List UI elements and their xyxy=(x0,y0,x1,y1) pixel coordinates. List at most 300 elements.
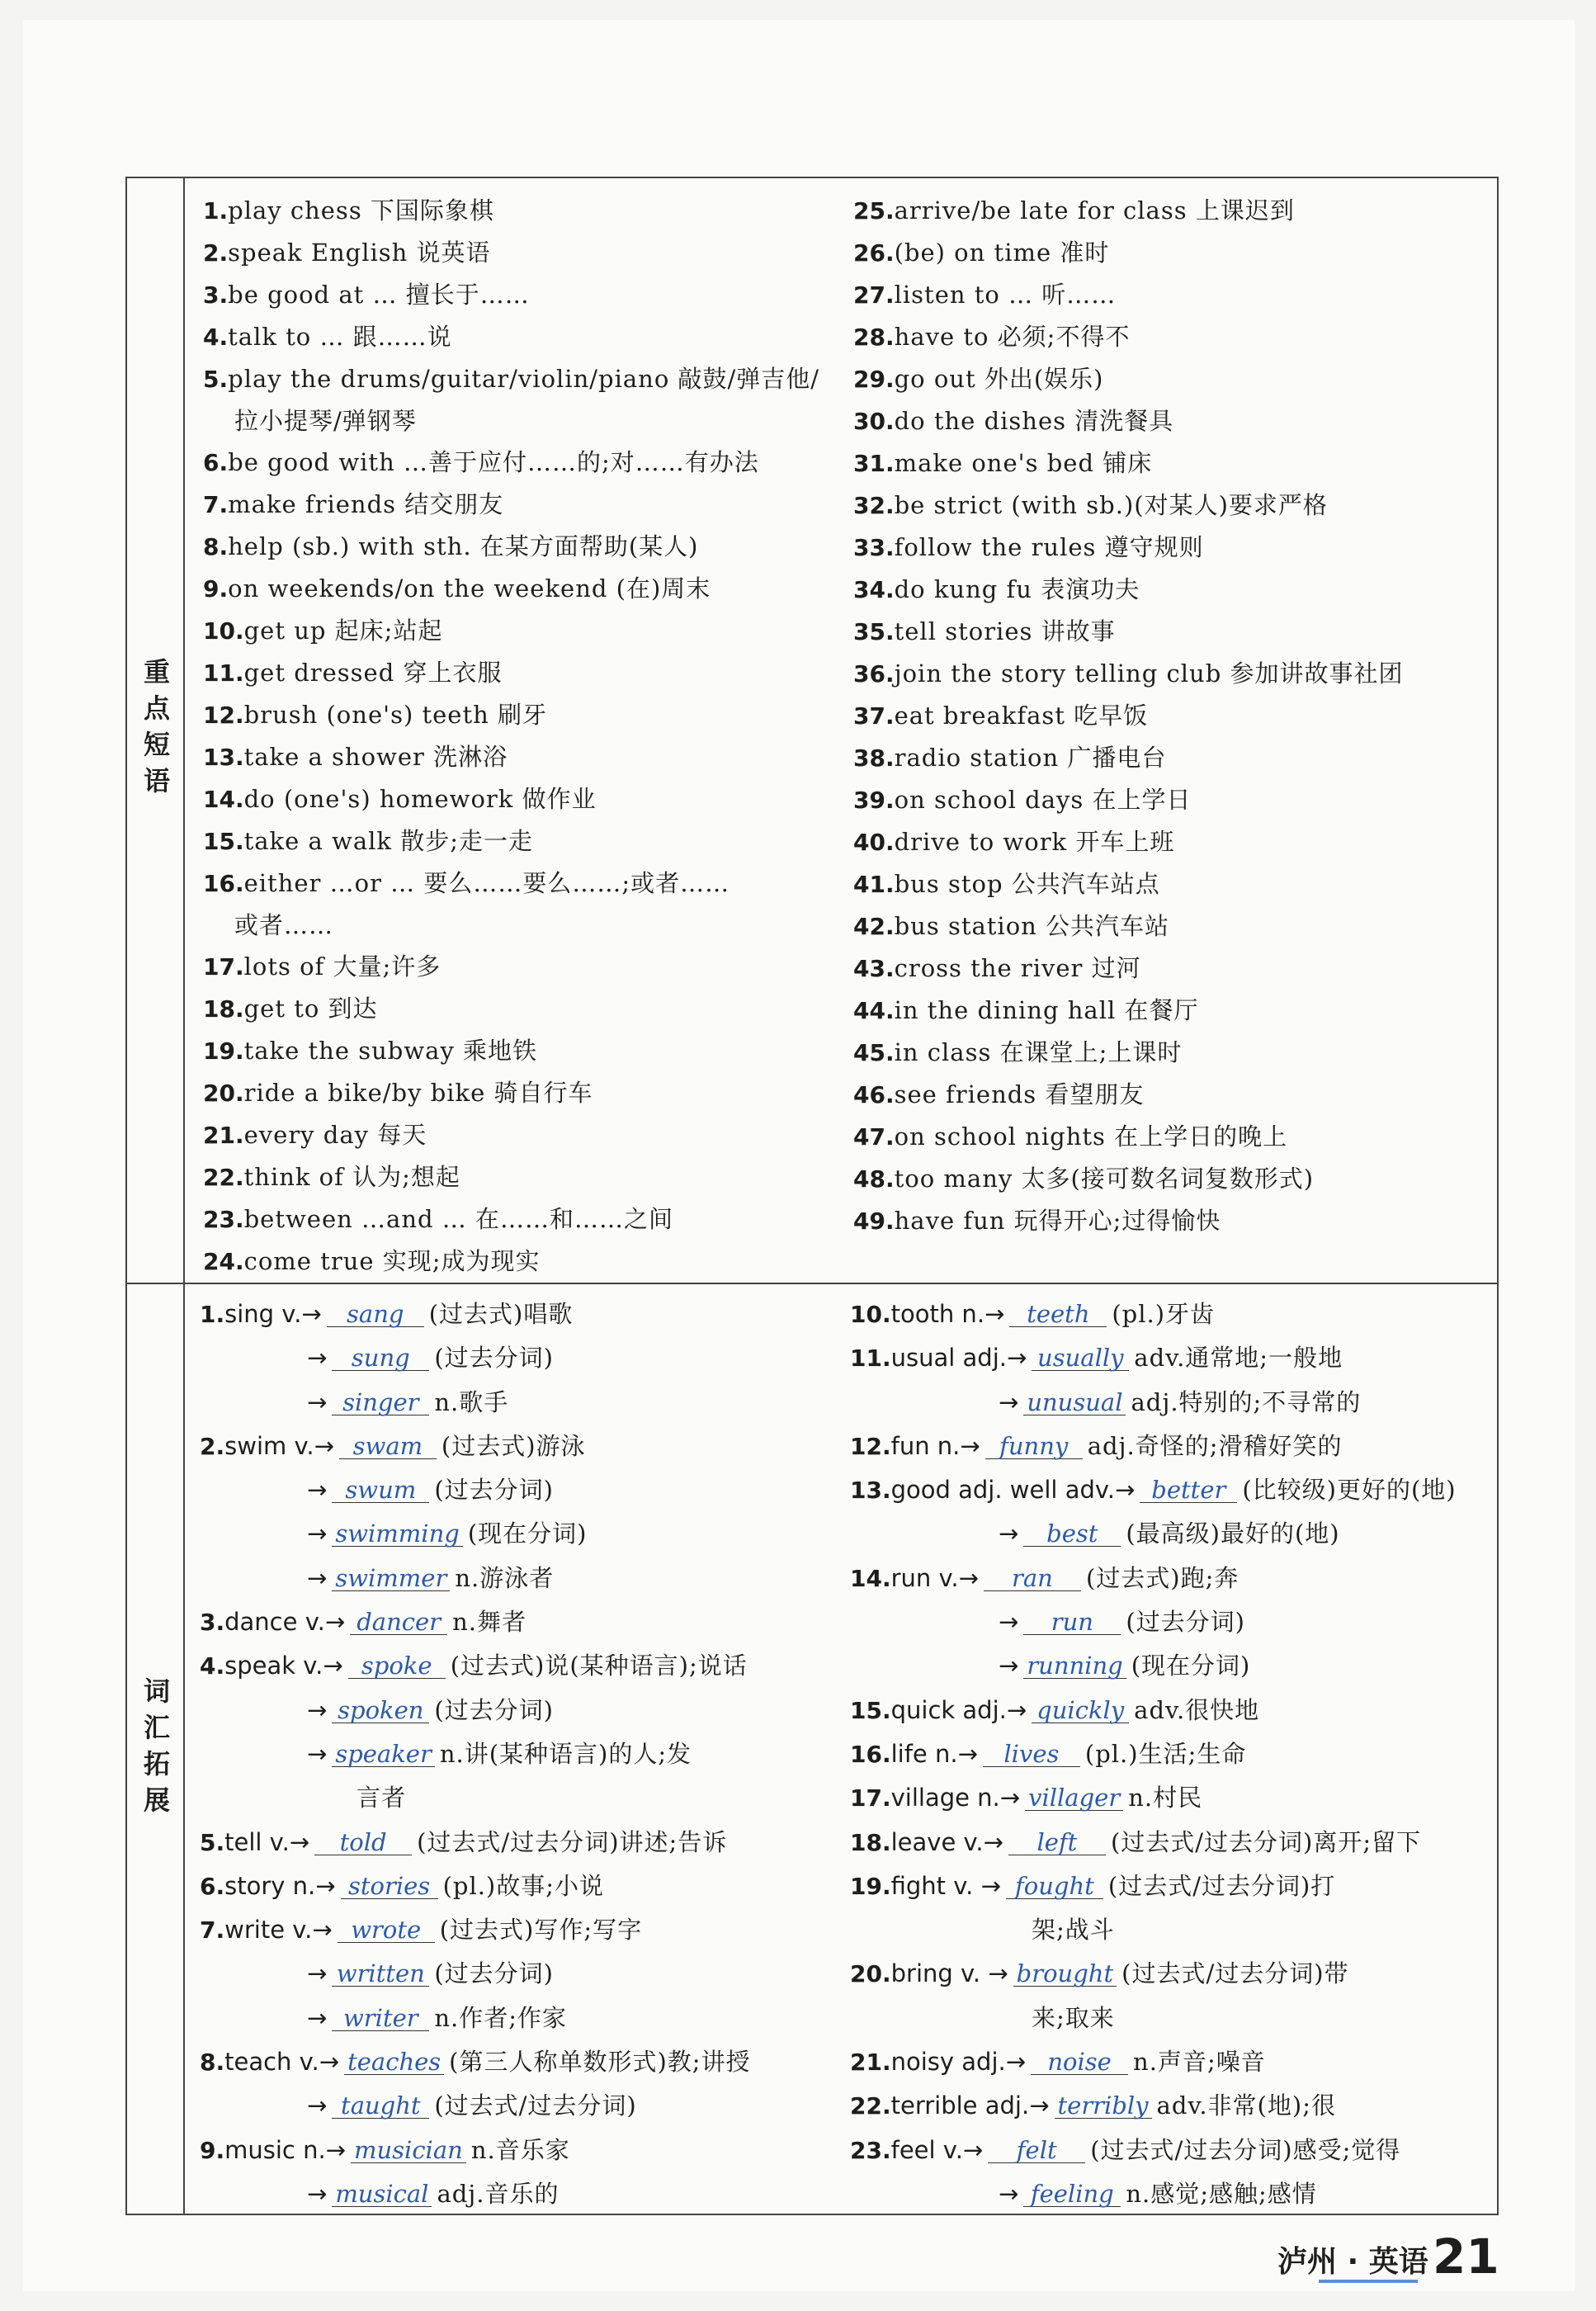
phrase-item xyxy=(203,694,847,736)
word-gloss: (过去式/过去分词)打 xyxy=(1107,1871,1336,1900)
item-number: 43. xyxy=(853,955,895,982)
phrase-text: get up 起床;站起 xyxy=(243,617,443,645)
answer-blank: terribly xyxy=(1055,2093,1152,2119)
item-number: 18. xyxy=(850,1828,891,1856)
vocab-item xyxy=(200,1997,852,2040)
phrase-text: talk to … 跟……说 xyxy=(228,323,452,351)
phrase-text: speak English 说英语 xyxy=(228,239,491,267)
answer-blank: musician xyxy=(351,2138,466,2163)
item-number: 4. xyxy=(203,324,229,351)
item-number: 29. xyxy=(853,366,895,393)
item-number: 23. xyxy=(203,1206,244,1233)
section-label: 词汇拓展 xyxy=(127,1284,185,2215)
phrase-list-left xyxy=(203,190,847,1283)
item-number: 26. xyxy=(853,239,895,267)
word-gloss: adj.奇怪的;滑稽好笑的 xyxy=(1087,1431,1343,1460)
item-number: 28. xyxy=(853,324,895,351)
answer-blank: funny xyxy=(985,1434,1083,1459)
word-gloss: (过去式)唱歌 xyxy=(428,1300,574,1328)
vocab-item xyxy=(850,2040,1494,2084)
phrase-item xyxy=(853,274,1489,316)
word-source: write v.→ xyxy=(224,1916,333,1945)
item-number: 19. xyxy=(203,1037,244,1065)
phrase-item xyxy=(853,653,1489,695)
phrase-text: go out 外出(娱乐) xyxy=(894,365,1104,393)
item-number: 7. xyxy=(203,491,229,518)
item-number: 17. xyxy=(850,1784,891,1812)
word-gloss: (过去式/过去分词)带 xyxy=(1121,1959,1349,1988)
item-number: 8. xyxy=(200,2049,225,2077)
phrase-text: 拉小提琴/弹钢琴 xyxy=(234,407,417,435)
item-number: 16. xyxy=(850,1740,891,1768)
vocab-item xyxy=(200,2040,852,2084)
phrase-item xyxy=(203,274,847,316)
word-gloss: n.感觉;感触;感情 xyxy=(1126,2179,1317,2208)
answer-blank: quickly xyxy=(1032,1698,1129,1723)
word-gloss: (过去式)跑;奔 xyxy=(1085,1563,1239,1592)
phrase-item xyxy=(203,610,847,652)
item-number: 12. xyxy=(203,702,244,729)
vocab-item xyxy=(200,1293,852,1336)
word-gloss: n.舞者 xyxy=(452,1608,527,1637)
answer-blank: dancer xyxy=(350,1609,447,1635)
phrase-item xyxy=(203,1198,847,1241)
vocab-item xyxy=(850,1776,1494,1820)
phrase-item xyxy=(203,946,847,988)
item-number: 44. xyxy=(853,997,895,1024)
phrase-item xyxy=(853,948,1489,990)
word-gloss: (第三人称单数形式)教;讲授 xyxy=(449,2048,751,2077)
page-number: 21 xyxy=(1433,2228,1499,2285)
answer-blank: spoken xyxy=(332,1698,429,1723)
word-gloss: n.村民 xyxy=(1128,1784,1203,1812)
word-source: → xyxy=(307,1476,328,1505)
phrase-text: drive to work 开车上班 xyxy=(894,828,1175,856)
word-source: → xyxy=(307,1519,328,1548)
word-source: feel v.→ xyxy=(890,2135,984,2164)
answer-blank: singer xyxy=(332,1390,429,1415)
word-gloss: (过去式)说(某种语言);说话 xyxy=(450,1652,748,1680)
phrase-item xyxy=(853,1200,1489,1242)
phrase-item xyxy=(203,1156,847,1198)
answer-blank: swum xyxy=(332,1477,429,1503)
phrase-item xyxy=(203,1030,847,1072)
item-number: 4. xyxy=(200,1652,225,1680)
word-source: → xyxy=(307,2091,328,2120)
answer-blank: swimming xyxy=(332,1521,463,1547)
phrase-text: do kung fu 表演功夫 xyxy=(894,575,1140,603)
item-number: 27. xyxy=(853,281,895,309)
phrase-text: have fun 玩得开心;过得愉快 xyxy=(894,1207,1221,1235)
phrase-text: be strict (with sb.)(对某人)要求严格 xyxy=(894,491,1328,519)
answer-blank: written xyxy=(332,1961,429,1987)
word-source: dance v.→ xyxy=(224,1608,346,1637)
phrase-text: follow the rules 遵守规则 xyxy=(894,533,1204,561)
word-gloss: (过去分词) xyxy=(434,1344,554,1373)
word-gloss: (现在分词) xyxy=(1131,1652,1251,1680)
vocab-item xyxy=(850,1600,1494,1644)
word-source: fight v. → xyxy=(890,1871,1001,1900)
phrase-item xyxy=(203,862,847,905)
item-number: 47. xyxy=(853,1123,895,1151)
word-gloss: n.歌手 xyxy=(434,1387,509,1416)
word-gloss: (pl.)生活;生命 xyxy=(1084,1739,1247,1768)
vocab-item xyxy=(200,1689,852,1732)
word-gloss: n.讲(某种语言)的人;发 xyxy=(439,1739,692,1768)
item-number: 6. xyxy=(200,1872,225,1900)
answer-blank: better xyxy=(1140,1477,1237,1503)
phrase-text: be good with …善于应付……的;对……有办法 xyxy=(228,448,759,476)
vocab-item xyxy=(850,1557,1494,1600)
item-number: 9. xyxy=(200,2136,225,2164)
phrase-item xyxy=(203,736,847,778)
word-source: quick adj.→ xyxy=(890,1695,1027,1724)
item-number: 36. xyxy=(853,660,895,688)
item-number: 14. xyxy=(203,786,244,813)
phrase-list-right xyxy=(853,190,1489,1242)
phrase-item xyxy=(853,1158,1489,1200)
vocab-item xyxy=(200,1776,852,1820)
phrase-item xyxy=(853,779,1489,821)
phrase-item xyxy=(853,1116,1489,1158)
word-gloss: (最高级)最好的(地) xyxy=(1126,1519,1340,1548)
phrase-item xyxy=(853,990,1489,1032)
item-number: 20. xyxy=(203,1080,244,1107)
footer-accent-bar xyxy=(1319,2280,1418,2283)
phrase-item xyxy=(853,1032,1489,1074)
vocab-item xyxy=(850,1381,1494,1425)
item-number: 14. xyxy=(850,1564,891,1592)
phrase-item xyxy=(203,1241,847,1283)
phrase-text: cross the river 过河 xyxy=(894,954,1141,982)
word-gloss: adj.特别的;不寻常的 xyxy=(1131,1387,1362,1416)
word-source: music n.→ xyxy=(224,2135,346,2164)
word-gloss: adv.通常地;一般地 xyxy=(1134,1344,1343,1373)
vocab-item xyxy=(850,1821,1494,1864)
vocab-item xyxy=(200,2084,852,2128)
word-source: tell v.→ xyxy=(224,1827,310,1856)
word-source: village n.→ xyxy=(890,1784,1021,1812)
phrase-text: take the subway 乘地铁 xyxy=(243,1037,538,1065)
item-number: 37. xyxy=(853,702,895,730)
word-source: → xyxy=(307,1387,328,1416)
item-number: 12. xyxy=(850,1432,891,1460)
item-number: 18. xyxy=(203,995,244,1023)
answer-blank: fought xyxy=(1006,1874,1103,1899)
phrase-item xyxy=(853,569,1489,611)
word-source: run v.→ xyxy=(890,1563,979,1592)
vocab-item xyxy=(200,1381,852,1425)
phrase-text: make one's bed 铺床 xyxy=(894,449,1153,477)
item-number: 3. xyxy=(200,1609,225,1637)
word-source: → xyxy=(999,1608,1019,1637)
vocab-item xyxy=(850,1425,1494,1468)
phrase-text: do (one's) homework 做作业 xyxy=(243,785,597,813)
phrase-item xyxy=(203,316,847,358)
vocab-item xyxy=(200,1952,852,1996)
phrase-text: join the story telling club 参加讲故事社团 xyxy=(894,659,1404,688)
answer-blank: teaches xyxy=(344,2049,444,2075)
answer-blank: villager xyxy=(1025,1785,1123,1811)
phrase-text: on school days 在上学日 xyxy=(894,786,1192,814)
item-number: 19. xyxy=(850,1872,891,1900)
vocab-item xyxy=(850,1952,1494,1996)
phrase-text: too many 太多(接可数名词复数形式) xyxy=(894,1165,1315,1193)
answer-blank: noise xyxy=(1031,2049,1128,2075)
vocab-list-right xyxy=(850,1293,1494,2216)
vocab-item xyxy=(850,1468,1494,1512)
word-gloss: (过去分词) xyxy=(1126,1608,1245,1637)
word-source: → xyxy=(307,1563,328,1592)
item-number: 9. xyxy=(203,575,229,603)
vocab-item xyxy=(850,2129,1494,2172)
phrase-text: ride a bike/by bike 骑自行车 xyxy=(243,1079,593,1107)
item-number: 10. xyxy=(850,1301,891,1328)
content-frame xyxy=(125,177,1499,2215)
vocab-item xyxy=(200,1821,852,1864)
section-label: 重点短语 xyxy=(127,178,185,1283)
phrase-continuation xyxy=(203,400,847,442)
answer-blank: sang xyxy=(327,1302,424,1327)
item-number: 42. xyxy=(853,913,895,940)
word-gloss: adv.非常(地);很 xyxy=(1156,2091,1336,2120)
word-source: speak v.→ xyxy=(224,1652,343,1680)
vocab-continuation: 言者 xyxy=(357,1784,407,1812)
item-number: 6. xyxy=(203,449,229,476)
phrase-item xyxy=(203,652,847,694)
phrase-text: bus station 公共汽车站 xyxy=(894,912,1170,940)
item-number: 1. xyxy=(200,1301,225,1328)
item-number: 35. xyxy=(853,618,895,645)
phrase-text: either …or … 要么……要么……;或者…… xyxy=(243,869,730,897)
word-gloss: (pl.)牙齿 xyxy=(1112,1300,1216,1328)
word-source: tooth n.→ xyxy=(890,1300,1005,1328)
key-phrases-section xyxy=(127,178,1497,1284)
item-number: 25. xyxy=(853,197,895,224)
phrase-text: make friends 结交朋友 xyxy=(228,490,504,518)
word-source: → xyxy=(999,2179,1019,2208)
vocab-item xyxy=(850,1997,1494,2040)
vocab-item xyxy=(200,2172,852,2216)
phrase-text: 或者…… xyxy=(234,911,334,939)
item-number: 22. xyxy=(850,2092,891,2120)
word-gloss: n.音乐家 xyxy=(470,2135,570,2164)
item-number: 20. xyxy=(850,1960,891,1988)
vocab-item xyxy=(200,1644,852,1688)
item-number: 21. xyxy=(850,2049,891,2077)
item-number: 24. xyxy=(203,1248,244,1275)
phrase-text: play the drums/guitar/violin/piano 敲鼓/弹吉他/ xyxy=(228,365,820,393)
phrase-text: every day 每天 xyxy=(243,1121,427,1149)
item-number: 1. xyxy=(203,197,229,224)
answer-blank: speaker xyxy=(332,1742,435,1767)
phrase-text: (be) on time 准时 xyxy=(894,239,1110,267)
word-source: story n.→ xyxy=(224,1871,336,1900)
vocab-item xyxy=(200,1864,852,1908)
word-gloss: adj.音乐的 xyxy=(437,2179,560,2208)
page xyxy=(23,20,1575,2291)
word-gloss: (过去式)写作;写字 xyxy=(439,1916,643,1945)
word-gloss: adv.很快地 xyxy=(1134,1695,1260,1724)
phrase-text: in class 在课堂上;上课时 xyxy=(894,1038,1183,1066)
answer-blank: feeling xyxy=(1023,2181,1121,2207)
vocab-item xyxy=(850,1908,1494,1952)
phrase-item xyxy=(853,1074,1489,1116)
vocab-item xyxy=(200,1468,852,1512)
phrase-text: radio station 广播电台 xyxy=(894,744,1167,772)
item-number: 5. xyxy=(200,1828,225,1856)
phrase-text: lots of 大量;许多 xyxy=(243,952,441,981)
word-source: usual adj.→ xyxy=(890,1344,1027,1373)
word-source: → xyxy=(999,1387,1019,1416)
word-source: → xyxy=(307,2003,328,2032)
answer-blank: best xyxy=(1023,1521,1121,1547)
phrase-item xyxy=(853,484,1489,527)
word-gloss: (过去式/过去分词)讲述;告诉 xyxy=(417,1827,728,1856)
word-source: terrible adj.→ xyxy=(890,2091,1050,2120)
item-number: 10. xyxy=(203,617,244,645)
item-number: 41. xyxy=(853,871,895,898)
word-source: good adj. well adv.→ xyxy=(890,1476,1136,1505)
phrase-item xyxy=(853,316,1489,358)
item-number: 13. xyxy=(203,744,244,771)
answer-blank: felt xyxy=(988,2138,1085,2163)
phrase-item xyxy=(853,527,1489,569)
phrase-item xyxy=(203,568,847,610)
item-number: 45. xyxy=(853,1039,895,1066)
word-source: noisy adj.→ xyxy=(890,2048,1027,2077)
phrase-item xyxy=(203,988,847,1030)
word-source: → xyxy=(999,1519,1019,1548)
phrase-continuation xyxy=(203,905,847,946)
phrase-text: see friends 看望朋友 xyxy=(894,1080,1145,1108)
item-number: 49. xyxy=(853,1207,895,1235)
vocab-continuation: 来;取来 xyxy=(1032,2003,1115,2032)
phrase-text: think of 认为;想起 xyxy=(243,1163,460,1191)
answer-blank: running xyxy=(1023,1653,1126,1679)
word-gloss: (过去分词) xyxy=(434,1959,554,1988)
phrase-text: on weekends/on the weekend (在)周末 xyxy=(228,574,711,603)
phrase-text: arrive/be late for class 上课迟到 xyxy=(894,196,1295,224)
phrase-text: have to 必须;不得不 xyxy=(894,323,1131,351)
phrase-text: do the dishes 清洗餐具 xyxy=(894,407,1174,435)
item-number: 21. xyxy=(203,1122,244,1149)
vocab-item xyxy=(200,1557,852,1600)
item-number: 8. xyxy=(203,533,229,560)
item-number: 40. xyxy=(853,829,895,856)
phrase-item xyxy=(203,820,847,862)
item-number: 34. xyxy=(853,576,895,603)
item-number: 16. xyxy=(203,870,244,897)
phrase-item xyxy=(203,526,847,568)
item-number: 23. xyxy=(850,2136,891,2164)
vocab-item xyxy=(850,2172,1494,2216)
word-source: → xyxy=(307,1739,328,1768)
answer-blank: brought xyxy=(1013,1961,1117,1987)
phrase-item xyxy=(853,358,1489,400)
phrase-text: take a shower 洗淋浴 xyxy=(243,743,508,771)
answer-blank: wrote xyxy=(338,1917,435,1943)
vocab-item xyxy=(200,1908,852,1952)
word-gloss: n.游泳者 xyxy=(455,1563,555,1592)
book-label: 泸州 · 英语 xyxy=(1277,2245,1428,2279)
phrase-text: take a walk 散步;走一走 xyxy=(243,827,533,855)
phrase-text: come true 实现;成为现实 xyxy=(243,1247,541,1275)
phrase-item xyxy=(853,821,1489,863)
vocab-item xyxy=(850,1732,1494,1776)
phrase-item xyxy=(853,190,1489,232)
answer-blank: usually xyxy=(1032,1345,1129,1371)
vocab-item xyxy=(200,1336,852,1380)
word-gloss: (过去分词) xyxy=(434,1695,554,1724)
phrase-text: listen to … 听…… xyxy=(894,281,1117,309)
item-number: 46. xyxy=(853,1081,895,1108)
word-source: → xyxy=(307,2179,328,2208)
answer-blank: unusual xyxy=(1023,1390,1126,1415)
phrase-item xyxy=(203,358,847,400)
vocab-item xyxy=(850,1293,1494,1336)
word-gloss: (过去式)游泳 xyxy=(441,1431,586,1460)
word-gloss: (比较级)更好的(地) xyxy=(1242,1476,1457,1505)
phrase-item xyxy=(853,232,1489,274)
word-source: → xyxy=(999,1652,1019,1680)
phrase-item xyxy=(853,611,1489,653)
item-number: 11. xyxy=(850,1345,891,1373)
phrase-item xyxy=(203,1072,847,1114)
phrase-item xyxy=(853,400,1489,442)
phrase-item xyxy=(203,232,847,274)
answer-blank: teeth xyxy=(1009,1302,1107,1327)
word-source: fun n.→ xyxy=(890,1431,980,1460)
word-source: → xyxy=(307,1344,328,1373)
item-number: 7. xyxy=(200,1916,225,1945)
vocabulary-section xyxy=(127,1284,1497,2215)
answer-blank: swimmer xyxy=(332,1566,450,1591)
vocab-item xyxy=(200,1732,852,1776)
vocab-item xyxy=(200,1600,852,1644)
phrase-text: get to 到达 xyxy=(243,995,378,1023)
answer-blank: told xyxy=(314,1830,412,1855)
item-number: 11. xyxy=(203,659,244,687)
item-number: 32. xyxy=(853,492,895,519)
word-source: teach v.→ xyxy=(224,2048,340,2077)
item-number: 39. xyxy=(853,787,895,814)
vocab-item xyxy=(850,1512,1494,1556)
phrase-text: tell stories 讲故事 xyxy=(894,617,1116,645)
answer-blank: run xyxy=(1023,1609,1121,1635)
phrase-text: in the dining hall 在餐厅 xyxy=(894,996,1199,1024)
item-number: 38. xyxy=(853,744,895,772)
word-source: swim v.→ xyxy=(224,1431,334,1460)
answer-blank: swam xyxy=(339,1434,437,1459)
word-source: bring v. → xyxy=(890,1959,1008,1988)
word-gloss: (过去式/过去分词) xyxy=(434,2091,637,2120)
vocab-item xyxy=(850,1689,1494,1732)
phrase-item xyxy=(853,863,1489,905)
vocab-item xyxy=(200,1512,852,1556)
phrase-item xyxy=(203,442,847,484)
word-gloss: (过去式/过去分词)离开;留下 xyxy=(1110,1827,1422,1856)
answer-blank: musical xyxy=(332,2181,432,2207)
item-number: 5. xyxy=(203,366,229,393)
answer-blank: stories xyxy=(341,1874,438,1899)
item-number: 22. xyxy=(203,1164,244,1191)
phrase-text: between …and … 在……和……之间 xyxy=(243,1205,673,1233)
item-number: 33. xyxy=(853,534,895,561)
phrase-item xyxy=(853,737,1489,779)
answer-blank: left xyxy=(1008,1830,1106,1855)
answer-blank: lives xyxy=(983,1742,1080,1767)
